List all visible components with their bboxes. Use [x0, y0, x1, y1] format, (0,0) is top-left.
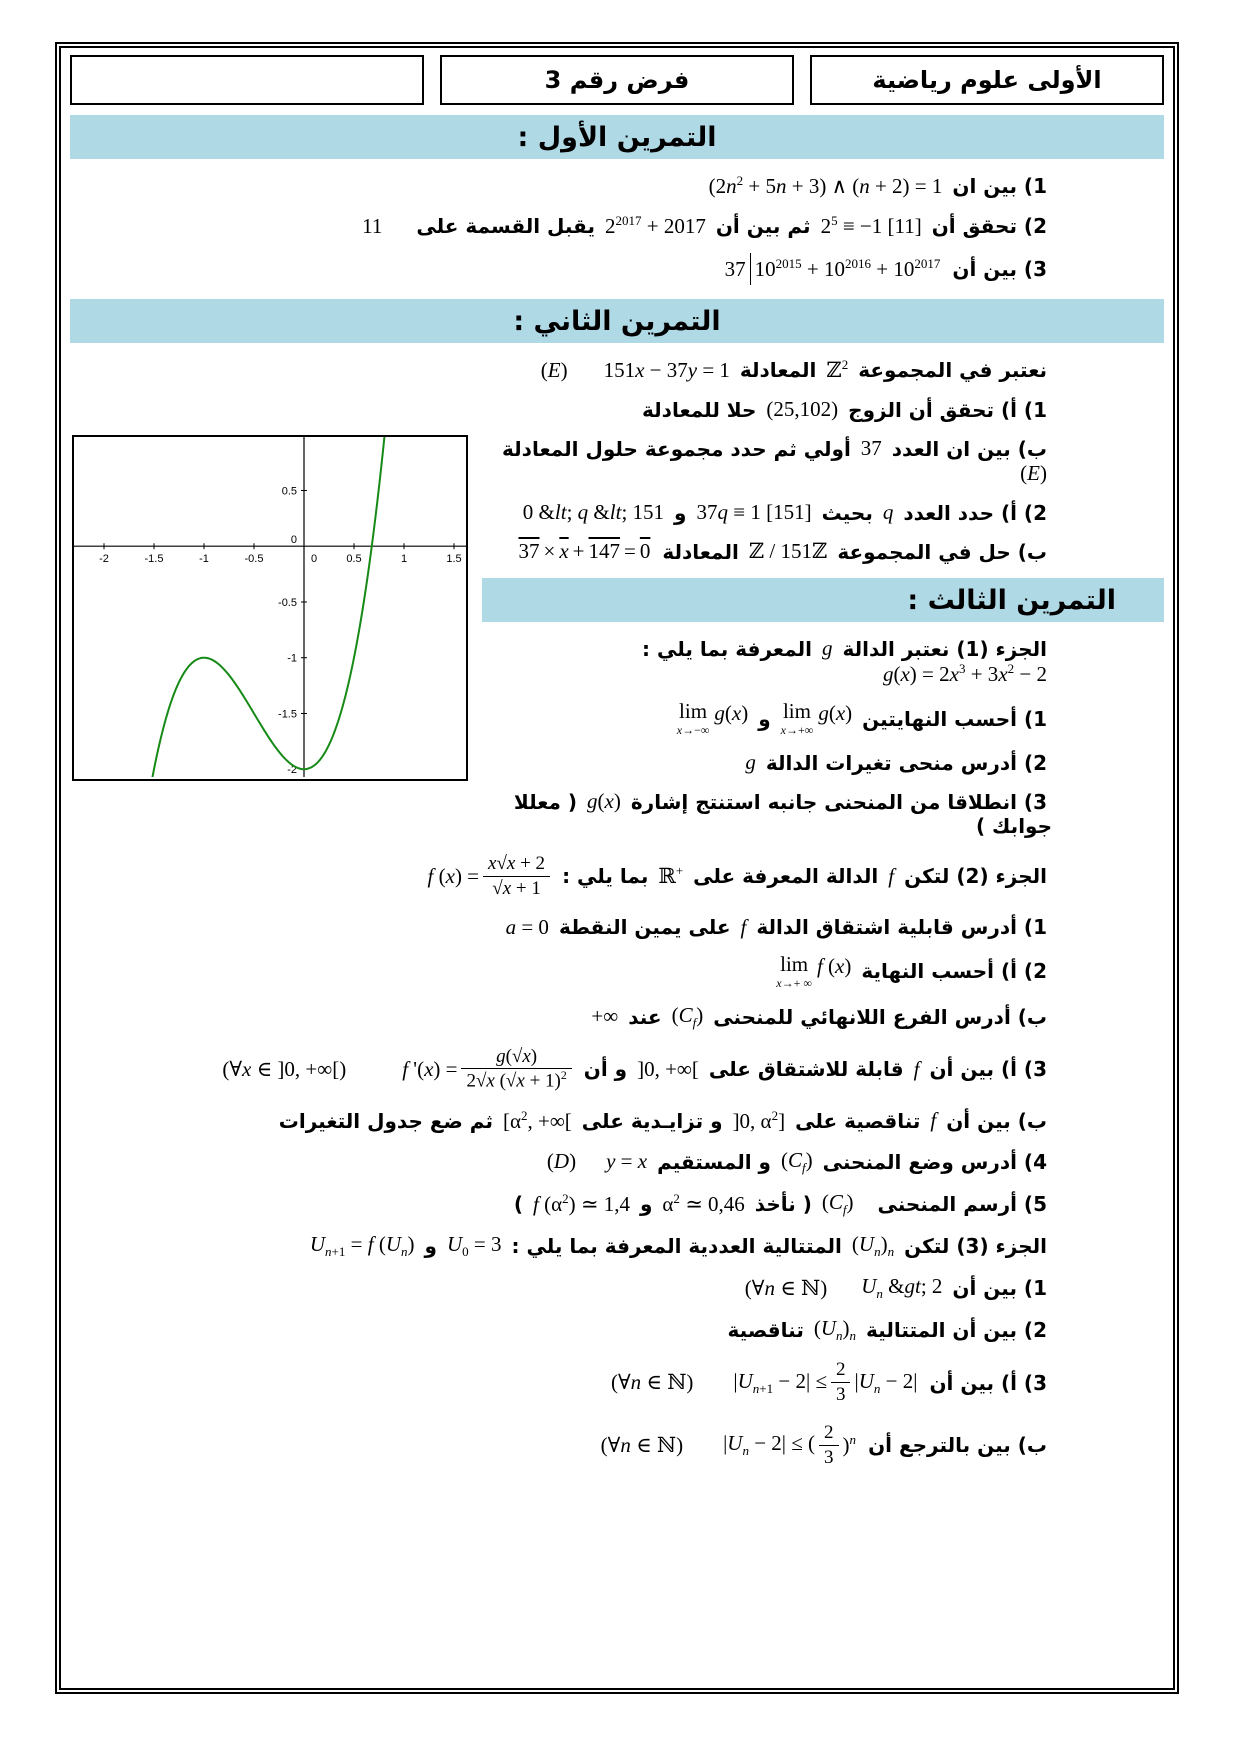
arabic-text: بحيث [821, 500, 873, 525]
math-expression: $(U_n)_n$ [851, 1231, 895, 1260]
math-expression: 151x − 37y = 1 [603, 357, 730, 382]
arabic-text: الدالة المعرفة على [693, 864, 879, 889]
limit-operand: f (x) [816, 953, 852, 978]
math-expression: 0 &lt; q &lt; 151 [522, 500, 665, 524]
x-tick-label: 0.5 [346, 553, 362, 566]
math-expression [731, 1358, 919, 1407]
content-line [70, 1101, 1164, 1141]
math-expression [517, 539, 653, 564]
math-expression: $U_{n+1} = f$ $(U_n)$ [309, 1231, 415, 1260]
fraction-denominator: 3 [835, 1384, 846, 1406]
limit-operand: g(x) [714, 701, 749, 725]
arabic-text: قابلة للاشتقاق على [708, 1057, 904, 1082]
header-title-box: فرض رقم 3 [440, 55, 794, 105]
fraction-denominator: √x + 1 [492, 877, 541, 899]
math-expression: $(U_n)_n$ [813, 1316, 857, 1344]
math-expression: (E) [540, 357, 568, 382]
overlined-term: $\overline{x}$ [559, 539, 569, 563]
arabic-text: أولي ثم حدد مجموعة حلول المعادلة [502, 436, 851, 461]
math-fragment: × [543, 539, 556, 563]
x-tick-label: -2 [99, 553, 109, 566]
arabic-text: 1) بين ان [952, 174, 1047, 198]
math-expression: $(C_f)$ [821, 1189, 854, 1217]
x-tick-label: 1.5 [446, 553, 462, 566]
math-expression: $2^{2017} + 2017$ [604, 213, 706, 238]
arabic-text: 1) أ) تحقق أن الزوج [848, 397, 1047, 422]
y-tick-label: -1.5 [278, 708, 297, 721]
arabic-text: 2) تحقق أن [931, 214, 1047, 238]
y-tick-label: -0.5 [278, 597, 297, 609]
math-fragment: = [624, 539, 636, 563]
math-expression [723, 253, 943, 285]
math-expression: 37 [860, 436, 882, 460]
arabic-text: ثم ضع جدول التغيرات [278, 1108, 493, 1133]
arabic-text: تناقصية [727, 1318, 804, 1343]
arabic-text: 2) أدرس منحى تغيرات الدالة [765, 750, 1047, 775]
limit-expression [781, 701, 852, 736]
math-fragment: $10^{2015} + 10^{2016} + 10^{2017}$ [754, 256, 941, 281]
arabic-text: 5) أرسم المنحنى [877, 1191, 1047, 1216]
math-expression: f [913, 1056, 920, 1081]
arabic-text: الجزء (2) لتكن [904, 864, 1047, 889]
math-expression: f $(\alpha^2)$ ≃ 1,4 [533, 1190, 630, 1216]
fraction [831, 1358, 851, 1407]
math-expression: $U_0 = 3$ [446, 1231, 502, 1260]
arabic-text: و [758, 706, 771, 731]
math-expression [400, 1045, 574, 1094]
math-expression: (∀n ∈ ℕ) [610, 1370, 694, 1395]
content-line [70, 1309, 1164, 1351]
arabic-text: المعادلة [739, 358, 817, 382]
math-expression: ]0, +∞[ [637, 1056, 699, 1081]
overlined-term: 147 [588, 539, 621, 563]
x-tick-label: -1 [199, 553, 209, 566]
arabic-text: ب) حل في المجموعة [837, 539, 1047, 564]
y-tick-label: 0.5 [281, 485, 297, 498]
y-tick-label: 0 [290, 534, 297, 547]
x-tick-label: -1.5 [144, 553, 164, 566]
content-line [70, 166, 1164, 206]
arabic-text: ثم بين أن [715, 214, 811, 238]
content-line [70, 996, 1164, 1038]
arabic-text: و [639, 1191, 653, 1216]
math-expression: (D) [546, 1149, 577, 1174]
arabic-text: بما يلي : [562, 864, 649, 889]
content-line [70, 1267, 1164, 1309]
math-expression: g(x) [587, 789, 621, 813]
arabic-text: المعرفة بما يلي : [642, 636, 812, 661]
limit-operand: g(x) [818, 701, 853, 725]
math-expression: $(C_f)$ [781, 1147, 813, 1175]
arabic-text: يقبل القسمة على [416, 214, 595, 238]
math-expression: (∀x ∈ ]0, +∞[) [222, 1056, 347, 1081]
math-expression: $(C_f)$ [671, 1002, 704, 1030]
arabic-text: ( نأخذ [754, 1191, 812, 1216]
math-fragment: $|U_n - 2|$ ≤ ( [723, 1431, 816, 1459]
math-fragment: f (x) = [427, 863, 480, 888]
content-line [70, 206, 1164, 246]
arabic-text: تناقصية على [795, 1108, 921, 1133]
arabic-text: و تزايـدية على [581, 1108, 723, 1133]
arabic-text: 2) بين أن المتتالية [866, 1318, 1047, 1343]
arabic-text: ب) بين أن [946, 1108, 1047, 1133]
math-fragment: $|U_n - 2|$ [854, 1368, 918, 1396]
arabic-text: ( معللا جوابك ) [513, 789, 1052, 838]
x-tick-label: 0 [310, 553, 318, 566]
arabic-text: 2) أ) أحسب النهاية [861, 959, 1047, 983]
math-expression: g [745, 750, 756, 774]
content-line [70, 908, 1164, 947]
arabic-text: و [674, 500, 687, 525]
math-expression: $(2n^2 + 5n + 3)$ ∧ (n + 2) = 1 [708, 173, 943, 198]
arabic-text: ب) بين ان العدد [891, 436, 1047, 461]
fraction-numerator: g(√x) [461, 1045, 571, 1070]
exercise1-lines [70, 166, 1164, 292]
arabic-text: ب) أدرس الفرع اللانهائي للمنحنى [713, 1004, 1047, 1029]
math-fragment: + [572, 539, 585, 563]
math-expression: (∀n ∈ ℕ) [744, 1275, 828, 1300]
math-fragment: f '(x) = [402, 1056, 458, 1081]
content-line [70, 1225, 1164, 1267]
fraction [819, 1421, 839, 1470]
fraction-numerator: 2 [831, 1358, 851, 1383]
arabic-text: 1) أدرس قابلية اشتقاق الدالة [756, 915, 1047, 939]
overlined-term: 37 [518, 539, 540, 563]
page-frame [55, 42, 1179, 1694]
math-expression: [$\alpha^2$, +∞[ [502, 1107, 572, 1133]
math-fragment: 37 [724, 256, 746, 281]
y-tick-label: -2 [287, 764, 297, 777]
lim-operator: lim x→+∞ [780, 699, 814, 737]
arabic-text: المتتالية العددية المعرفة بما يلي : [511, 1233, 842, 1258]
content-line [70, 350, 1164, 390]
math-expression: $U_n$ &gt; 2 [861, 1274, 943, 1302]
content-line [70, 782, 1164, 845]
arabic-text: 4) أدرس وضع المنحنى [822, 1149, 1047, 1174]
exercise3-banner: التمرين الثالث : [482, 578, 1164, 622]
y-tick-label: -1 [287, 652, 297, 665]
limit-expression [776, 951, 852, 990]
arabic-text: على يمين النقطة [558, 915, 731, 939]
divides-bar [750, 253, 751, 285]
header-row [70, 55, 1164, 105]
arabic-text: 3) بين أن [952, 257, 1047, 281]
math-expression: +∞ [591, 1004, 619, 1029]
fraction-numerator: 2 [819, 1421, 839, 1446]
math-expression: a = 0 [505, 914, 549, 939]
content-line [70, 1414, 1164, 1477]
arabic-text: ) [513, 1191, 524, 1216]
math-expression [721, 1421, 858, 1470]
overlined-term: 0 [639, 539, 651, 563]
arabic-text: نعتبر في المجموعة [858, 358, 1047, 382]
arabic-text: المعادلة [662, 539, 739, 564]
content-line [70, 246, 1164, 292]
content-line [70, 947, 1164, 996]
x-tick-label: 1 [400, 553, 408, 566]
arabic-text: ب) بين بالترجع أن [868, 1433, 1047, 1458]
lim-operator: lim x→+ ∞ [776, 951, 812, 990]
header-left-box [70, 55, 424, 105]
math-fragment: )$^n$ [842, 1432, 857, 1458]
math-fragment: $|U_{n+1} - 2|$ ≤ [733, 1368, 827, 1396]
math-expression: 11 [362, 213, 383, 238]
fraction [461, 1045, 571, 1094]
content-line [70, 1183, 1164, 1225]
arabic-text: و المستقيم [657, 1149, 771, 1174]
math-expression: ℝ+ [658, 863, 684, 889]
fraction-numerator: x√x + 2 [483, 852, 550, 877]
content-line [70, 1351, 1164, 1414]
function-graph [72, 435, 468, 781]
arabic-text: حلا للمعادلة [642, 397, 757, 422]
arabic-text: 3) أ) بين أن [929, 1057, 1047, 1082]
fraction-denominator: 3 [824, 1446, 834, 1468]
arabic-text: الجزء (3) لتكن [904, 1233, 1047, 1258]
arabic-text: 3) انطلاقا من المنحنى جانبه استنتج إشارة [630, 789, 1047, 814]
math-expression: g [821, 636, 833, 660]
content-line [70, 390, 1164, 429]
header-class-box: الأولى علوم رياضية [810, 55, 1164, 105]
fraction [483, 852, 550, 901]
arabic-text: و أن [583, 1057, 628, 1082]
math-expression: (25,102) [766, 397, 839, 421]
content-line [70, 845, 1164, 908]
exercise2-banner: التمرين الثاني : [70, 299, 1164, 343]
limit-expression [677, 701, 748, 736]
math-expression: f [740, 914, 747, 939]
math-expression: f [888, 863, 895, 888]
lim-operator: lim x→−∞ [676, 699, 710, 737]
exercise2-lines-top [70, 350, 1164, 429]
arabic-text: و [424, 1233, 437, 1258]
fraction-denominator: 2√x $(√x + 1)^2$ [466, 1069, 567, 1092]
content-line [70, 1141, 1164, 1183]
math-expression: 37q ≡ 1 [151] [696, 500, 812, 524]
math-expression: f [930, 1108, 937, 1133]
math-expression: q [882, 500, 894, 524]
math-expression: ℤ / 151ℤ [748, 539, 828, 563]
arabic-text: 1) أحسب النهايتين [862, 706, 1047, 731]
math-expression: $g(x) = 2x^3 + 3x^2 - 2$ [882, 661, 1047, 686]
content-line [70, 1038, 1164, 1101]
arabic-text: 3) أ) بين أن [929, 1370, 1047, 1395]
exercise1-banner: التمرين الأول : [70, 115, 1164, 159]
math-expression [426, 852, 553, 901]
math-expression: y = x [606, 1149, 648, 1174]
g-curve [145, 437, 390, 777]
math-expression: $\alpha^2$ ≃ 0,46 [662, 1190, 745, 1216]
math-expression: $2^5 \equiv -1$ [11] [820, 213, 922, 238]
arabic-text: عند [628, 1004, 662, 1029]
arabic-text: 1) بين أن [952, 1276, 1047, 1301]
math-expression: ℤ$^2$ [826, 357, 849, 382]
math-expression: ]0, $\alpha^2$] [732, 1107, 786, 1133]
arabic-text: الجزء (1) نعتبر الدالة [842, 636, 1047, 661]
math-expression: (∀n ∈ ℕ) [600, 1432, 684, 1457]
x-tick-label: -0.5 [244, 553, 264, 566]
arabic-text: 2) أ) حدد العدد [903, 500, 1047, 525]
math-expression: (E) [1020, 461, 1047, 485]
